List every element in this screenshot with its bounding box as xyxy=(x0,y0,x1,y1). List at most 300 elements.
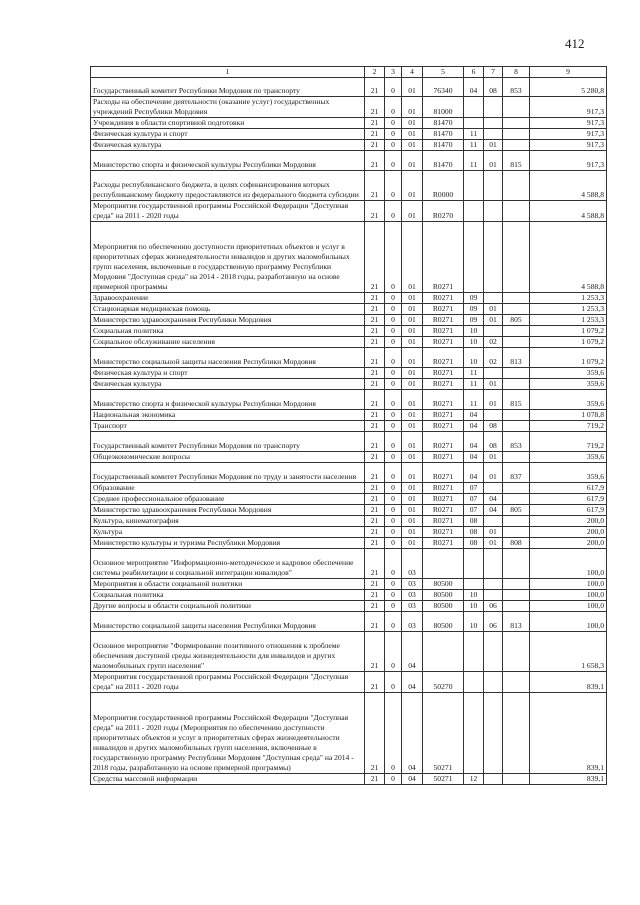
table-row xyxy=(91,78,607,97)
column-header: 9 xyxy=(530,67,607,78)
row-code-ppp: 21 xyxy=(365,368,385,379)
table-row xyxy=(91,118,607,129)
table-row xyxy=(91,140,607,151)
row-code-ppp: 21 xyxy=(365,774,385,785)
row-code-digit: 0 xyxy=(385,612,402,632)
row-department: 815 xyxy=(503,390,530,410)
row-department xyxy=(503,326,530,337)
row-code-direction: R0271 xyxy=(423,390,464,410)
row-amount: 617,9 xyxy=(530,505,607,516)
row-subsection xyxy=(484,97,503,118)
row-code-digit: 0 xyxy=(385,693,402,774)
row-amount: 617,9 xyxy=(530,494,607,505)
row-name: Министерство спорта и физической культуры Республики Мордовия xyxy=(91,390,365,410)
row-code-ppp: 21 xyxy=(365,304,385,315)
row-section: 11 xyxy=(464,379,484,390)
row-code-ppp: 21 xyxy=(365,505,385,516)
row-section: 08 xyxy=(464,538,484,549)
row-subsection xyxy=(484,222,503,293)
row-subsection: 01 xyxy=(484,304,503,315)
row-code-ppp: 21 xyxy=(365,672,385,693)
row-code-direction: R0271 xyxy=(423,315,464,326)
row-section: 10 xyxy=(464,612,484,632)
table-row xyxy=(91,452,607,463)
row-code-direction: 81470 xyxy=(423,140,464,151)
row-section: 10 xyxy=(464,326,484,337)
table-row xyxy=(91,516,607,527)
row-name: Министерство социальной защиты населения Республики Мордовия xyxy=(91,612,365,632)
row-code-group: 01 xyxy=(402,78,423,97)
row-code-direction: 81470 xyxy=(423,118,464,129)
row-code-direction: 81000 xyxy=(423,97,464,118)
row-section: 04 xyxy=(464,78,484,97)
row-subsection xyxy=(484,632,503,672)
row-name: Мероприятия государственной программы Российской Федерации "Доступная среда" на 2011 - 2020 годы xyxy=(91,672,365,693)
column-header: 6 xyxy=(464,67,484,78)
row-code-digit: 0 xyxy=(385,304,402,315)
row-amount: 5 280,8 xyxy=(530,78,607,97)
row-code-group: 03 xyxy=(402,601,423,612)
row-code-group: 01 xyxy=(402,171,423,201)
row-code-ppp: 21 xyxy=(365,390,385,410)
row-name: Министерство социальной защиты населения Республики Мордовия xyxy=(91,348,365,368)
row-code-direction: 80500 xyxy=(423,579,464,590)
column-header: 2 xyxy=(365,67,385,78)
row-name: Министерство здравоохранения Республики Мордовия xyxy=(91,505,365,516)
row-department: 805 xyxy=(503,315,530,326)
row-section xyxy=(464,97,484,118)
row-code-ppp: 21 xyxy=(365,222,385,293)
column-header: 1 xyxy=(91,67,365,78)
row-department: 813 xyxy=(503,612,530,632)
row-section xyxy=(464,693,484,774)
row-code-ppp: 21 xyxy=(365,78,385,97)
row-code-group: 04 xyxy=(402,632,423,672)
row-code-digit: 0 xyxy=(385,379,402,390)
table-row xyxy=(91,326,607,337)
row-name: Социальная политика xyxy=(91,326,365,337)
row-code-ppp: 21 xyxy=(365,129,385,140)
row-code-group: 01 xyxy=(402,348,423,368)
row-amount: 4 588,8 xyxy=(530,222,607,293)
table-row xyxy=(91,527,607,538)
row-department xyxy=(503,201,530,222)
row-code-ppp: 21 xyxy=(365,494,385,505)
row-code-direction: 81470 xyxy=(423,129,464,140)
row-code-group: 01 xyxy=(402,151,423,171)
row-code-direction: R0271 xyxy=(423,379,464,390)
row-department: 837 xyxy=(503,463,530,483)
row-section xyxy=(464,171,484,201)
row-code-ppp: 21 xyxy=(365,452,385,463)
row-subsection: 06 xyxy=(484,612,503,632)
table-row xyxy=(91,693,607,774)
row-code-direction: R0271 xyxy=(423,516,464,527)
row-department xyxy=(503,410,530,421)
row-code-ppp: 21 xyxy=(365,293,385,304)
row-code-direction: 50270 xyxy=(423,672,464,693)
row-section xyxy=(464,222,484,293)
row-code-digit: 0 xyxy=(385,390,402,410)
row-code-digit: 0 xyxy=(385,672,402,693)
row-code-digit: 0 xyxy=(385,78,402,97)
row-code-direction: 50271 xyxy=(423,774,464,785)
table-row xyxy=(91,463,607,483)
row-code-direction: R0271 xyxy=(423,452,464,463)
row-code-direction: 80500 xyxy=(423,612,464,632)
table-row xyxy=(91,421,607,432)
row-amount: 917,3 xyxy=(530,129,607,140)
row-code-ppp: 21 xyxy=(365,432,385,452)
row-code-digit: 0 xyxy=(385,590,402,601)
row-code-ppp: 21 xyxy=(365,527,385,538)
row-code-ppp: 21 xyxy=(365,201,385,222)
row-amount: 359,6 xyxy=(530,390,607,410)
row-section: 09 xyxy=(464,293,484,304)
row-subsection: 01 xyxy=(484,452,503,463)
row-code-direction: R0271 xyxy=(423,304,464,315)
row-department xyxy=(503,421,530,432)
row-subsection: 06 xyxy=(484,601,503,612)
row-code-ppp: 21 xyxy=(365,693,385,774)
row-code-group: 01 xyxy=(402,483,423,494)
row-name: Культура xyxy=(91,527,365,538)
row-department xyxy=(503,140,530,151)
row-department xyxy=(503,483,530,494)
row-subsection: 01 xyxy=(484,379,503,390)
row-amount: 1 079,2 xyxy=(530,337,607,348)
row-department xyxy=(503,494,530,505)
row-code-ppp: 21 xyxy=(365,171,385,201)
row-code-digit: 0 xyxy=(385,118,402,129)
row-code-direction: R0000 xyxy=(423,171,464,201)
column-header: 8 xyxy=(503,67,530,78)
row-code-ppp: 21 xyxy=(365,463,385,483)
row-name: Другие вопросы в области социальной политики xyxy=(91,601,365,612)
row-code-group: 04 xyxy=(402,672,423,693)
row-code-group: 03 xyxy=(402,612,423,632)
row-amount: 617,9 xyxy=(530,483,607,494)
row-amount: 359,6 xyxy=(530,463,607,483)
row-code-ppp: 21 xyxy=(365,337,385,348)
row-subsection: 02 xyxy=(484,337,503,348)
row-subsection xyxy=(484,516,503,527)
row-code-digit: 0 xyxy=(385,421,402,432)
row-code-direction: R0271 xyxy=(423,410,464,421)
row-name: Министерство спорта и физической культуры Республики Мордовия xyxy=(91,151,365,171)
row-subsection xyxy=(484,693,503,774)
row-code-ppp: 21 xyxy=(365,538,385,549)
row-code-group: 03 xyxy=(402,590,423,601)
row-department xyxy=(503,293,530,304)
row-section xyxy=(464,672,484,693)
row-section: 09 xyxy=(464,315,484,326)
row-name: Министерство здравоохранения Республики Мордовия xyxy=(91,315,365,326)
row-section: 10 xyxy=(464,348,484,368)
row-code-direction: 80500 xyxy=(423,601,464,612)
table-row xyxy=(91,315,607,326)
row-name: Стационарная медицинская помощь xyxy=(91,304,365,315)
row-name: Мероприятия в области социальной политики xyxy=(91,579,365,590)
row-code-group: 01 xyxy=(402,326,423,337)
row-department xyxy=(503,97,530,118)
row-name: Транспорт xyxy=(91,421,365,432)
table-row xyxy=(91,129,607,140)
row-code-digit: 0 xyxy=(385,494,402,505)
row-name: Мероприятия по обеспечению доступности приоритетных объектов и услуг в приоритетных сферах жизнедеятельности инвалидов и других маломобильных групп населения, включенные в государственную программу Республики Мордовия "Доступная среда" на 2014 - 2018 годы, разработанную на основе примерной программы xyxy=(91,222,365,293)
table-row xyxy=(91,505,607,516)
row-code-digit: 0 xyxy=(385,171,402,201)
row-code-digit: 0 xyxy=(385,463,402,483)
row-subsection: 01 xyxy=(484,140,503,151)
row-section: 04 xyxy=(464,432,484,452)
row-department xyxy=(503,171,530,201)
row-name: Средства массовой информации xyxy=(91,774,365,785)
row-name: Физическая культура xyxy=(91,140,365,151)
row-section: 07 xyxy=(464,494,484,505)
row-name: Государственный комитет Республики Мордовия по труду и занятости населения xyxy=(91,463,365,483)
row-code-direction xyxy=(423,549,464,579)
table-row xyxy=(91,348,607,368)
row-amount: 100,0 xyxy=(530,612,607,632)
row-amount: 1 078,8 xyxy=(530,410,607,421)
row-code-direction: R0271 xyxy=(423,483,464,494)
table-row xyxy=(91,590,607,601)
row-name: Основное мероприятие "Информационно-методическое и кадровое обеспечение системы реабилитации и социальной интеграции инвалидов" xyxy=(91,549,365,579)
row-code-group: 01 xyxy=(402,293,423,304)
row-code-ppp: 21 xyxy=(365,348,385,368)
row-subsection: 01 xyxy=(484,538,503,549)
row-section: 10 xyxy=(464,337,484,348)
budget-table xyxy=(90,66,607,785)
row-amount: 719,2 xyxy=(530,432,607,452)
row-code-digit: 0 xyxy=(385,549,402,579)
row-department xyxy=(503,579,530,590)
row-department xyxy=(503,774,530,785)
row-code-digit: 0 xyxy=(385,579,402,590)
row-code-digit: 0 xyxy=(385,774,402,785)
row-amount: 200,0 xyxy=(530,516,607,527)
row-code-group: 01 xyxy=(402,432,423,452)
row-name: Физическая культура и спорт xyxy=(91,368,365,379)
row-subsection xyxy=(484,483,503,494)
page-number: 412 xyxy=(565,36,585,51)
row-name: Государственный комитет Республики Мордовия по транспорту xyxy=(91,432,365,452)
row-amount: 719,2 xyxy=(530,421,607,432)
row-section: 07 xyxy=(464,483,484,494)
row-code-direction: R0271 xyxy=(423,222,464,293)
row-code-ppp: 21 xyxy=(365,315,385,326)
row-amount: 839,1 xyxy=(530,774,607,785)
row-code-group: 01 xyxy=(402,129,423,140)
row-subsection xyxy=(484,410,503,421)
table-row xyxy=(91,97,607,118)
row-code-digit: 0 xyxy=(385,527,402,538)
table-row xyxy=(91,293,607,304)
row-name: Основное мероприятие "Формирование позитивного отношения к проблеме обеспечения доступной среды жизнедеятельности для инвалидов и других маломобильных групп населения" xyxy=(91,632,365,672)
row-code-digit: 0 xyxy=(385,516,402,527)
row-name: Среднее профессиональное образование xyxy=(91,494,365,505)
table-row xyxy=(91,337,607,348)
table-row xyxy=(91,632,607,672)
row-code-ppp: 21 xyxy=(365,151,385,171)
row-code-direction: R0271 xyxy=(423,494,464,505)
row-subsection: 01 xyxy=(484,390,503,410)
column-header: 4 xyxy=(402,67,423,78)
row-section: 07 xyxy=(464,505,484,516)
row-section: 04 xyxy=(464,463,484,483)
row-department xyxy=(503,368,530,379)
row-amount: 100,0 xyxy=(530,579,607,590)
row-subsection: 08 xyxy=(484,421,503,432)
row-section: 11 xyxy=(464,390,484,410)
row-code-group: 03 xyxy=(402,579,423,590)
row-department xyxy=(503,304,530,315)
row-code-ppp: 21 xyxy=(365,326,385,337)
row-code-group: 04 xyxy=(402,693,423,774)
table-row xyxy=(91,222,607,293)
table-row xyxy=(91,151,607,171)
row-amount: 917,3 xyxy=(530,97,607,118)
row-code-ppp: 21 xyxy=(365,590,385,601)
table-row xyxy=(91,304,607,315)
row-name: Социальная политика xyxy=(91,590,365,601)
row-code-ppp: 21 xyxy=(365,421,385,432)
row-name: Мероприятия государственной программы Российской Федерации "Доступная среда" на 2011 - 2020 годы (Мероприятия по обеспечению доступности приоритетных объектов и услуг в приоритетных сферах жизнедеятельности инвалидов и других маломобильных групп населения, включенные в государственную программу Республики Мордовия "Доступная среда" на 2014 - 2018 годы, разработанную на основе примерной программы) xyxy=(91,693,365,774)
row-code-group: 01 xyxy=(402,315,423,326)
row-name: Социальное обслуживание населения xyxy=(91,337,365,348)
row-amount: 1 253,3 xyxy=(530,293,607,304)
row-department: 808 xyxy=(503,538,530,549)
row-name: Государственный комитет Республики Мордовия по транспорту xyxy=(91,78,365,97)
table-row xyxy=(91,483,607,494)
row-code-group: 01 xyxy=(402,463,423,483)
row-section: 11 xyxy=(464,368,484,379)
row-department xyxy=(503,672,530,693)
row-code-digit: 0 xyxy=(385,505,402,516)
row-code-digit: 0 xyxy=(385,97,402,118)
row-code-digit: 0 xyxy=(385,348,402,368)
row-amount: 100,0 xyxy=(530,601,607,612)
table-row xyxy=(91,201,607,222)
row-amount: 200,0 xyxy=(530,538,607,549)
row-subsection xyxy=(484,201,503,222)
row-subsection xyxy=(484,118,503,129)
row-department xyxy=(503,527,530,538)
row-code-direction: 81470 xyxy=(423,151,464,171)
row-amount: 1 253,3 xyxy=(530,315,607,326)
row-code-direction: R0271 xyxy=(423,527,464,538)
row-department: 805 xyxy=(503,505,530,516)
row-code-group: 01 xyxy=(402,368,423,379)
row-code-ppp: 21 xyxy=(365,632,385,672)
row-department xyxy=(503,601,530,612)
row-code-direction: R0271 xyxy=(423,463,464,483)
row-code-digit: 0 xyxy=(385,222,402,293)
row-section: 11 xyxy=(464,151,484,171)
row-name: Образование xyxy=(91,483,365,494)
row-code-digit: 0 xyxy=(385,129,402,140)
row-department: 813 xyxy=(503,348,530,368)
row-amount: 1 253,3 xyxy=(530,304,607,315)
row-code-group: 01 xyxy=(402,222,423,293)
row-code-direction xyxy=(423,632,464,672)
row-code-ppp: 21 xyxy=(365,410,385,421)
row-code-ppp: 21 xyxy=(365,579,385,590)
row-section: 09 xyxy=(464,304,484,315)
row-code-digit: 0 xyxy=(385,452,402,463)
row-amount: 4 588,8 xyxy=(530,201,607,222)
row-subsection xyxy=(484,368,503,379)
row-code-direction: R0271 xyxy=(423,348,464,368)
table-row xyxy=(91,368,607,379)
row-code-ppp: 21 xyxy=(365,612,385,632)
column-header: 3 xyxy=(385,67,402,78)
row-department xyxy=(503,129,530,140)
row-code-digit: 0 xyxy=(385,151,402,171)
row-department xyxy=(503,590,530,601)
row-section: 11 xyxy=(464,140,484,151)
row-section xyxy=(464,118,484,129)
table-row xyxy=(91,774,607,785)
row-subsection xyxy=(484,590,503,601)
row-code-digit: 0 xyxy=(385,538,402,549)
row-subsection xyxy=(484,579,503,590)
row-name: Общеэкономические вопросы xyxy=(91,452,365,463)
row-code-group: 01 xyxy=(402,379,423,390)
table-row xyxy=(91,410,607,421)
row-code-direction: R0271 xyxy=(423,326,464,337)
row-subsection: 04 xyxy=(484,494,503,505)
row-section: 08 xyxy=(464,527,484,538)
table-row xyxy=(91,171,607,201)
row-code-group: 01 xyxy=(402,304,423,315)
row-department xyxy=(503,632,530,672)
row-subsection xyxy=(484,549,503,579)
row-code-direction: R0271 xyxy=(423,368,464,379)
row-code-digit: 0 xyxy=(385,315,402,326)
row-subsection: 01 xyxy=(484,463,503,483)
row-amount: 359,6 xyxy=(530,379,607,390)
row-subsection: 01 xyxy=(484,151,503,171)
row-code-digit: 0 xyxy=(385,410,402,421)
row-department xyxy=(503,452,530,463)
row-subsection xyxy=(484,129,503,140)
row-code-group: 01 xyxy=(402,140,423,151)
row-subsection xyxy=(484,326,503,337)
row-code-digit: 0 xyxy=(385,293,402,304)
row-department: 853 xyxy=(503,78,530,97)
row-name: Расходы на обеспечение деятельности (оказание услуг) государственных учреждений Республики Мордовия xyxy=(91,97,365,118)
row-department xyxy=(503,693,530,774)
row-code-group: 01 xyxy=(402,410,423,421)
row-code-digit: 0 xyxy=(385,483,402,494)
row-amount: 917,3 xyxy=(530,151,607,171)
row-code-digit: 0 xyxy=(385,632,402,672)
row-name: Расходы республиканского бюджета, в целях софинансирования которых республиканскому бюджету предоставляются из федерального бюджета субсидии xyxy=(91,171,365,201)
row-department xyxy=(503,549,530,579)
row-amount: 917,3 xyxy=(530,118,607,129)
row-department xyxy=(503,222,530,293)
row-name: Национальная экономика xyxy=(91,410,365,421)
row-code-group: 01 xyxy=(402,201,423,222)
row-code-group: 01 xyxy=(402,505,423,516)
row-name: Здравоохранение xyxy=(91,293,365,304)
row-section xyxy=(464,632,484,672)
row-amount: 4 588,8 xyxy=(530,171,607,201)
row-code-digit: 0 xyxy=(385,201,402,222)
row-code-digit: 0 xyxy=(385,140,402,151)
